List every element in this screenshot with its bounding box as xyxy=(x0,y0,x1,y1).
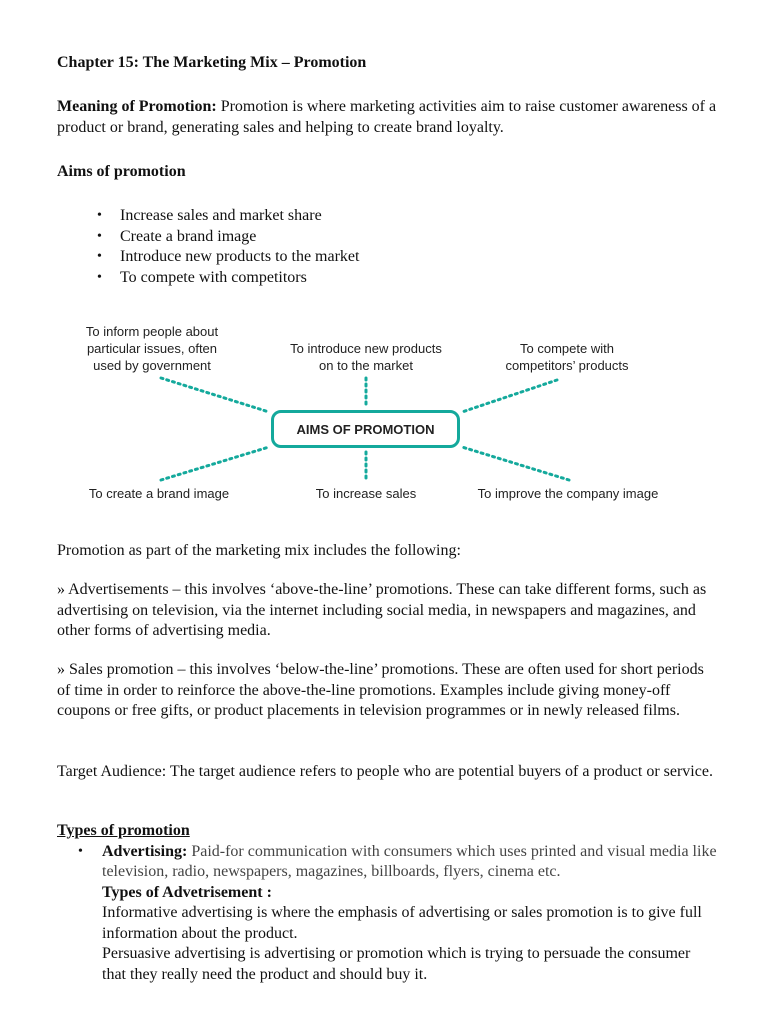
advertisements-paragraph: » Advertisements – this involves ‘above-the-line’ promotions. These can take different forms, such as advertising on television, via the internet including social media, in newspapers and magazines, and other forms of advertising media. xyxy=(57,581,707,639)
meaning-paragraph xyxy=(57,97,717,138)
informative-text: Informative advertising is where the emphasis of advertising or sales promotion is to give full information about the product. xyxy=(102,904,702,942)
list-item: • Create a brand image xyxy=(57,227,657,248)
meaning-label: Meaning of Promotion: xyxy=(57,98,217,115)
aims-list xyxy=(57,206,657,289)
types-section xyxy=(57,821,717,985)
connector-top-right xyxy=(462,380,557,412)
label-bottom-right: To improve the company image xyxy=(477,486,659,501)
list-item: • Introduce new products to the market xyxy=(57,247,657,268)
label-top-left: To inform people about particular issues, often used by government xyxy=(85,324,219,373)
bullet-icon: • xyxy=(78,843,83,859)
aims-diagram xyxy=(57,318,717,513)
mix-intro: Promotion as part of the marketing mix includes the following: xyxy=(57,542,461,559)
label-top-center: To introduce new products on to the market xyxy=(290,341,442,373)
label-bottom-left: To create a brand image xyxy=(88,486,230,501)
list-item: • To compete with competitors xyxy=(57,268,657,289)
center-box: AIMS OF PROMOTION xyxy=(271,410,460,448)
sales-promotion-paragraph: » Sales promotion – this involves ‘below-the-line’ promotions. These are often used for short periods of time in order to reinforce the above-the-line promotions. Examples include giving money-off coupons or free gifts, or product placements in television programmes or in newly released films. xyxy=(57,661,704,719)
connector-bottom-left xyxy=(161,447,269,480)
target-audience-paragraph: Target Audience: The target audience refers to people who are potential buyers of a product or service. xyxy=(57,763,713,780)
meaning-text: Promotion is where marketing activities aim to raise customer awareness of a product or brand, generating sales and helping to create brand loyalty. xyxy=(57,98,717,136)
label-bottom-center: To increase sales xyxy=(315,486,417,501)
connector-bottom-right xyxy=(462,447,569,480)
advertising-text: Paid-for communication with consumers which uses printed and visual media like television, radio, newspapers, magazines, billboards, flyers, cinema etc. xyxy=(102,842,717,880)
label-top-right: To compete with competitors’ products xyxy=(505,341,629,373)
chapter-title: Chapter 15: The Marketing Mix – Promotion xyxy=(57,54,367,71)
advertising-label: Advertising: xyxy=(102,842,188,860)
ad-types-heading: Types of Advetrisement : xyxy=(102,883,272,901)
list-item: • Increase sales and market share xyxy=(57,206,657,227)
aims-heading: Aims of promotion xyxy=(57,163,186,180)
connector-top-left xyxy=(161,378,269,412)
types-heading: Types of promotion xyxy=(57,822,190,839)
list-item xyxy=(57,842,717,986)
persuasive-text: Persuasive advertising is advertising or promotion which is trying to persuade the consumer that they really need the product and should buy it. xyxy=(102,945,691,983)
